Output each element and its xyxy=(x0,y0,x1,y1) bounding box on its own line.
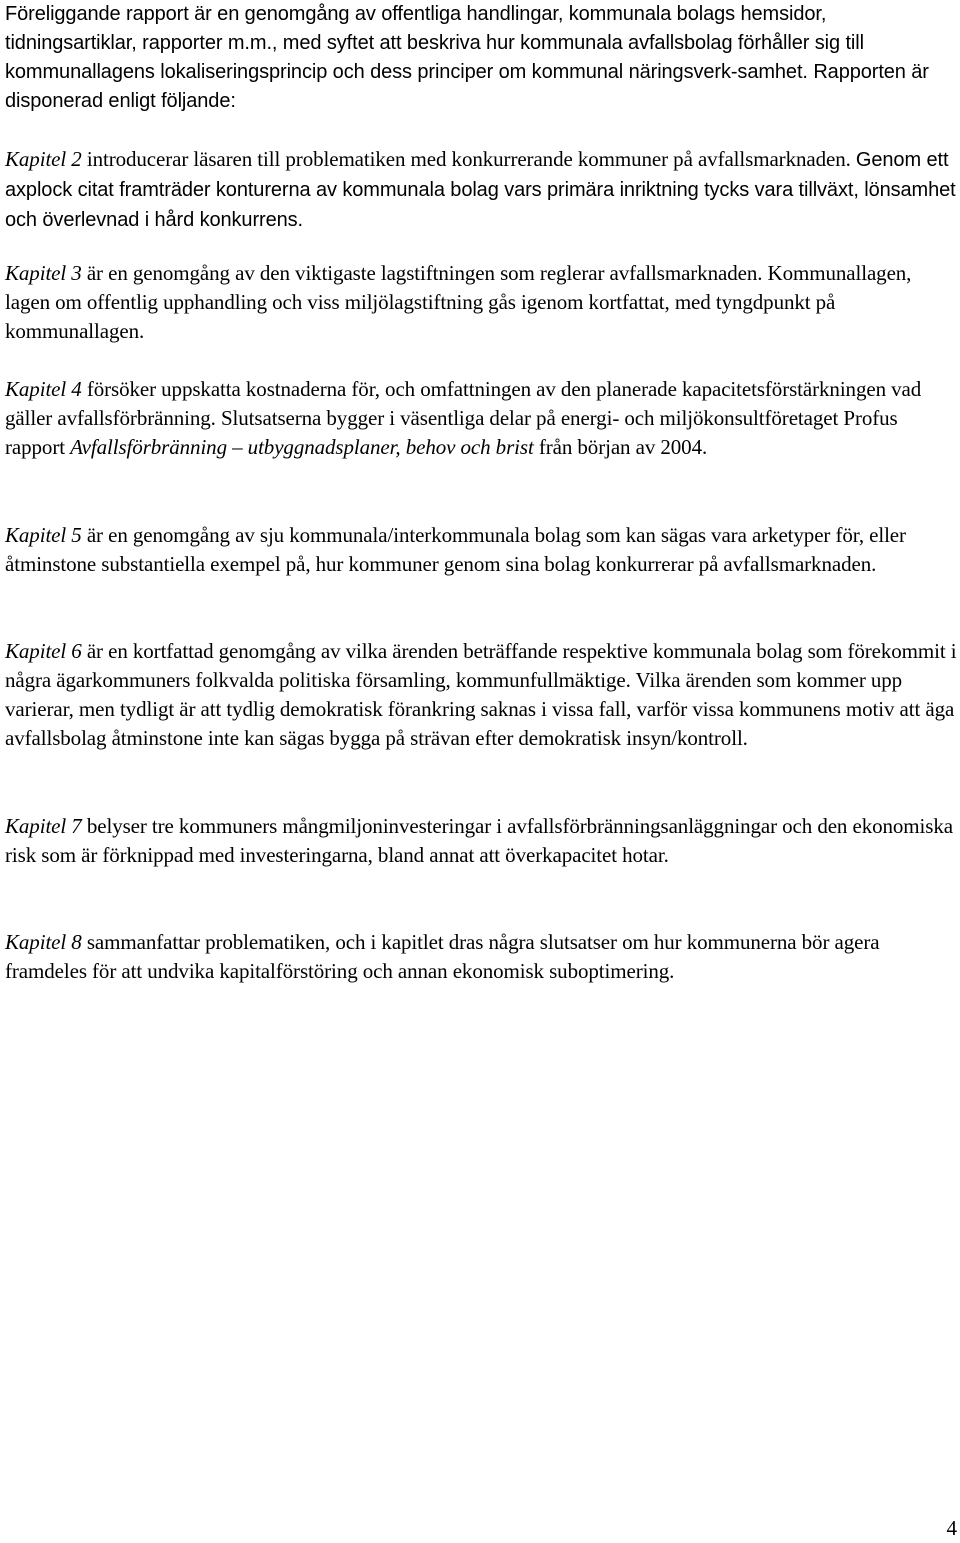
chapter-5-text: är en genomgång av sju kommunala/interkommunala bolag som kan sägas vara arketyper för, eller åtminstone substantiella exempel på, hur kommuner genom sina bolag konkurrerar på avfallsmarknaden. xyxy=(5,523,906,576)
chapter-4-report-title: Avfallsförbränning – utbyggnadsplaner, behov och brist xyxy=(70,435,534,459)
chapter-2-label: Kapitel 2 xyxy=(5,147,82,171)
chapter-7-label: Kapitel 7 xyxy=(5,814,82,838)
chapter-4-paragraph xyxy=(5,375,957,462)
chapter-3-text: är en genomgång av den viktigaste lagstiftningen som reglerar avfallsmarknaden. Kommunallagen, lagen om offentlig upphandling och viss miljölagstiftning gås igenom kortfattat, med tyngdpunkt på kommunallagen. xyxy=(5,261,912,343)
chapter-3-paragraph xyxy=(5,259,957,346)
page-number: 4 xyxy=(946,1516,957,1540)
chapter-6-text: är en kortfattad genomgång av vilka ärenden beträffande respektive kommunala bolag som förekommit i några ägarkommuners folkvalda politiska församling, kommunfullmäktige. Vilka ärenden som kommer upp varierar, men tydligt är att tydlig demokratisk förankring saknas i vissa fall, varför vissa kommunens motiv att äga avfallsbolag åtminstone inte kan sägas bygga på strävan efter demokratisk insyn/kontroll. xyxy=(5,639,957,750)
chapter-6-paragraph xyxy=(5,637,957,753)
chapter-8-paragraph xyxy=(5,928,957,986)
chapter-5-label: Kapitel 5 xyxy=(5,523,82,547)
chapter-8-text: sammanfattar problematiken, och i kapitlet dras några slutsatser om hur kommunerna bör agera framdeles för att undvika kapitalförstöring och annan ekonomisk suboptimering. xyxy=(5,930,880,983)
chapter-7-paragraph xyxy=(5,812,957,870)
chapter-4-text-after: från början av 2004. xyxy=(533,435,708,459)
chapter-6-label: Kapitel 6 xyxy=(5,639,82,663)
chapter-2-paragraph xyxy=(5,145,957,235)
chapter-2-text: introducerar läsaren till problematiken med konkurrerande kommuner på avfallsmarknaden. xyxy=(81,147,856,171)
chapter-3-label: Kapitel 3 xyxy=(5,261,82,285)
chapter-2-quote-text: Genom ett axplock citat framträder konturerna av kommunala bolag vars primära inriktning tycks vara tillväxt, lönsamhet och överlevnad i hård konkurrens. xyxy=(5,149,956,231)
chapter-7-text: belyser tre kommuners mångmiljoninvesteringar i avfallsförbränningsanläggningar och den ekonomiska risk som är förknippad med investeringarna, bland annat att överkapacitet hotar. xyxy=(5,814,953,867)
chapter-8-label: Kapitel 8 xyxy=(5,930,82,954)
chapter-4-label: Kapitel 4 xyxy=(5,377,82,401)
intro-text: Föreliggande rapport är en genomgång av offentliga handlingar, kommunala bolags hemsidor, tidningsartiklar, rapporter m.m., med syftet att beskriva hur kommunala avfallsbolag förhåller sig till kommunallagens lokaliseringsprincip och dess principer om kommunal näringsverk-samhet. Rapporten är disponerad enligt följande: xyxy=(5,3,929,112)
chapter-5-paragraph xyxy=(5,521,957,579)
intro-paragraph xyxy=(5,0,957,116)
chapter-4-text-before: försöker uppskatta kostnaderna för, och omfattningen av den planerade kapacitetsförstärkningen vad gäller avfallsförbränning. Slutsatserna bygger i väsentliga delar på energi- och miljökonsultföretaget Profus rapport xyxy=(5,377,922,459)
